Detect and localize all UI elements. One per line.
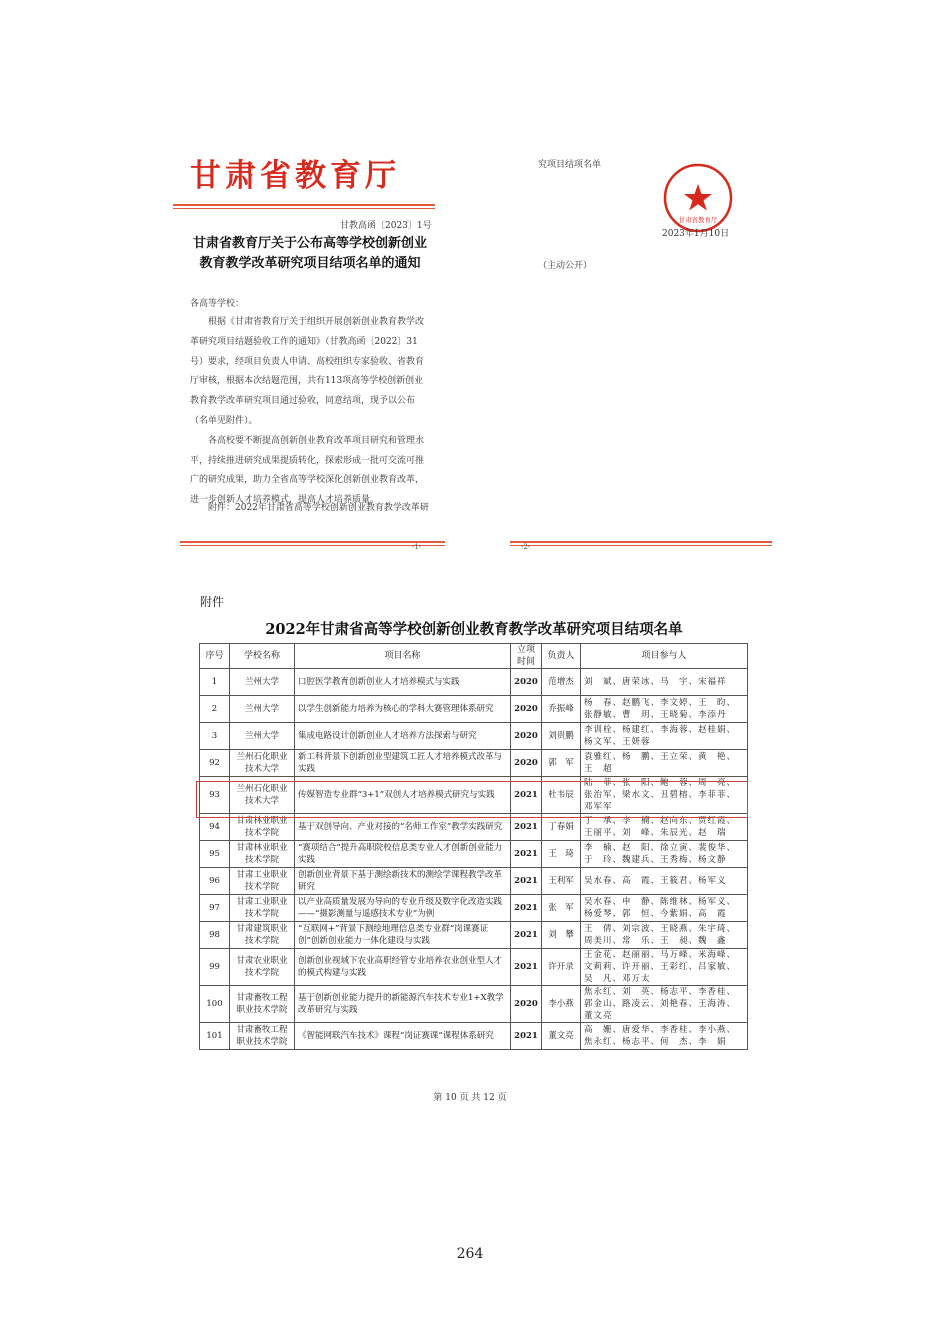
cell-school: 甘肃工业职业技术学院 <box>230 868 295 895</box>
addressee: 各高等学校： <box>190 299 245 309</box>
cell-leader: 范增杰 <box>542 669 581 696</box>
cell-year: 2021 <box>511 868 542 895</box>
seal-text: 甘肃省教育厅 <box>678 216 718 224</box>
cell-members: 吴水春、高 霞、王筱君、杨军义 <box>581 868 748 895</box>
cell-project: 新工科背景下创新创业型建筑工匠人才培养模式改革与实践 <box>295 750 511 777</box>
cell-school: 兰州大学 <box>230 723 295 750</box>
header-school: 学校名称 <box>230 644 295 669</box>
header-year-line1: 立项 <box>516 645 535 655</box>
notice-body <box>190 313 426 511</box>
cell-no: 101 <box>200 1023 230 1050</box>
cell-no: 3 <box>200 723 230 750</box>
cell-project: 传媒智造专业群“3+1”双创人才培养模式研究与实践 <box>295 777 511 814</box>
page-mark-right: -2- <box>521 543 531 551</box>
cell-year: 2021 <box>511 949 542 986</box>
cell-no: 96 <box>200 868 230 895</box>
cell-members: 袁雅红、杨 鹏、王立荣、黄 艳、王 超 <box>581 750 748 777</box>
cell-no: 98 <box>200 922 230 949</box>
cell-members: 刘 斌、唐荣冰、马 宇、宋福祥 <box>581 669 748 696</box>
document-number: 甘教高函〔2023〕1号 <box>340 221 432 231</box>
disclosure-note: （主动公开） <box>538 261 593 271</box>
cell-leader: 张 军 <box>542 895 581 922</box>
cell-no: 92 <box>200 750 230 777</box>
cell-year: 2021 <box>511 814 542 841</box>
cell-year: 2021 <box>511 1023 542 1050</box>
cell-leader: 李小燕 <box>542 986 581 1023</box>
cell-no: 94 <box>200 814 230 841</box>
notice-paragraph-1: 根据《甘肃省教育厅关于组织开展创新创业教育教学改革研究项目结题验收工作的通知》（甘教高函〔2022〕31号）要求，经项目负责人申请、高校组织专家验收、省教育厅审核，根据本次结题范围，共有113项高等学校创新创业教育教学改革研究项目通过验收，同意结项，现予以公布（名单见附件）。 <box>190 317 425 426</box>
table-row <box>200 841 748 868</box>
cell-no: 99 <box>200 949 230 986</box>
cell-project: 基于创新创业能力提升的新能源汽车技术专业1+X教学改革研究与实践 <box>295 986 511 1023</box>
cell-leader: 董文亮 <box>542 1023 581 1050</box>
cell-project: “赛项结合”提升高职院校信息类专业人才创新创业能力实践 <box>295 841 511 868</box>
cell-members: 李 楠、赵 阳、徐立寅、裴俊华、于 玲、魏建兵、王秀梅、杨文静 <box>581 841 748 868</box>
project-table <box>199 643 748 1050</box>
cell-year: 2020 <box>511 750 542 777</box>
cell-year: 2021 <box>511 922 542 949</box>
cell-leader: 郭 军 <box>542 750 581 777</box>
table-row <box>200 723 748 750</box>
cell-leader: 丁春娟 <box>542 814 581 841</box>
cell-leader: 王 琦 <box>542 841 581 868</box>
cell-project: 创新创业视域下农业高职经管专业培养农业创业型人才的模式构建与实践 <box>295 949 511 986</box>
table-row <box>200 696 748 723</box>
table-row <box>200 868 748 895</box>
cell-leader: 刘贵鹏 <box>542 723 581 750</box>
cell-members: 高 姗、唐爱华、李香桂、李小燕、焦永红、杨志平、何 杰、李 娟 <box>581 1023 748 1050</box>
cell-no: 93 <box>200 777 230 814</box>
official-seal <box>662 162 734 234</box>
notice-title-line1: 甘肃省教育厅关于公布高等学校创新创业 <box>192 236 427 251</box>
cell-no: 2 <box>200 696 230 723</box>
page-number: 264 <box>456 1246 484 1262</box>
notice-title <box>178 234 442 274</box>
cell-school: 甘肃林业职业技术学院 <box>230 841 295 868</box>
sign-date: 2023年1月10日 <box>662 229 730 239</box>
cell-year: 2021 <box>511 841 542 868</box>
table-body <box>200 669 748 1050</box>
table-header-row <box>200 644 748 669</box>
cell-members: 王 倩、刘宗波、王晓燕、朱宇琦、周美川、常 乐、王 昶、魏 鑫 <box>581 922 748 949</box>
cell-project: 口腔医学教育创新创业人才培养模式与实践 <box>295 669 511 696</box>
table-row <box>200 750 748 777</box>
attachment-label: 附件 <box>200 595 225 609</box>
cell-project: 基于双创导向、产业对接的“名师工作室”教学实践研究 <box>295 814 511 841</box>
table-row <box>200 1023 748 1050</box>
footer-rule-right-thin <box>510 545 772 546</box>
header-members: 项目参与人 <box>581 644 748 669</box>
cell-year: 2021 <box>511 895 542 922</box>
header-leader: 负责人 <box>542 644 581 669</box>
agency-header: 甘肃省教育厅 <box>190 158 400 194</box>
cell-school: 甘肃工业职业技术学院 <box>230 895 295 922</box>
cell-no: 1 <box>200 669 230 696</box>
cell-school: 甘肃农业职业技术学院 <box>230 949 295 986</box>
footer-rule-left <box>180 541 445 543</box>
cell-year: 2020 <box>511 986 542 1023</box>
notice-title-line2: 教育教学改革研究项目结项名单的通知 <box>199 256 421 271</box>
cell-members: 王金花、赵丽丽、马万峰、米海峰、文莉莉、许开丽、王彩红、吕家敏、吴 凡、邓万太 <box>581 949 748 986</box>
table-row <box>200 669 748 696</box>
cell-members: 陆 菲、张 阳、鲍 蓉、周 亮、张治军、梁水文、丑碧榕、李菲菲、邓军军 <box>581 777 748 814</box>
cell-leader: 许开录 <box>542 949 581 986</box>
cell-school: 兰州石化职业技术大学 <box>230 750 295 777</box>
footer-rule-right <box>510 541 772 543</box>
cell-no: 95 <box>200 841 230 868</box>
cell-members: 焦永红、刘 英、杨志平、李香桂、郭金山、路凌云、刘艳春、王海涛、董文亮 <box>581 986 748 1023</box>
cell-school: 兰州大学 <box>230 669 295 696</box>
header-year-line2: 时间 <box>516 657 535 667</box>
cell-school: 甘肃畜牧工程职业技术学院 <box>230 1023 295 1050</box>
table-row <box>200 949 748 986</box>
page-mark-left: -1- <box>412 543 422 551</box>
cell-members: 吴水春、申 静、陈维林、杨军义、杨爱琴、郭 恒、今紫娟、高 霞 <box>581 895 748 922</box>
cell-members: 丁 承、李 楠、赵向东、贾红霞、王丽平、刘 峰、朱辰光、赵 瑞 <box>581 814 748 841</box>
cell-school: 兰州大学 <box>230 696 295 723</box>
table-row <box>200 895 748 922</box>
cell-members: 李训栓、杨建红、李海蓉、赵桂娟、杨文军、王妍蓉 <box>581 723 748 750</box>
header-project: 项目名称 <box>295 644 511 669</box>
attachment-note-continuation: 究项目结项名单 <box>538 160 602 170</box>
cell-project: 以学生创新能力培养为核心的学科大赛管理体系研究 <box>295 696 511 723</box>
header-rule <box>173 204 435 206</box>
cell-school: 甘肃畜牧工程职业技术学院 <box>230 986 295 1023</box>
cell-no: 97 <box>200 895 230 922</box>
header-year <box>511 644 542 669</box>
cell-leader: 王利军 <box>542 868 581 895</box>
cell-year: 2020 <box>511 669 542 696</box>
cell-project: 创新创业背景下基于测绘新技术的测绘学课程教学改革研究 <box>295 868 511 895</box>
cell-leader: 刘 攀 <box>542 922 581 949</box>
header-no: 序号 <box>200 644 230 669</box>
table-row <box>200 986 748 1023</box>
table-row <box>200 922 748 949</box>
table-title: 2022年甘肃省高等学校创新创业教育教学改革研究项目结项名单 <box>265 621 683 638</box>
cell-year: 2020 <box>511 696 542 723</box>
attachment-note: 附件：2022年甘肃省高等学校创新创业教育教学改革研 <box>208 503 429 513</box>
cell-school: 甘肃建筑职业技术学院 <box>230 922 295 949</box>
table-page-footer: 第 10 页 共 12 页 <box>433 1093 507 1103</box>
cell-school: 甘肃林业职业技术学院 <box>230 814 295 841</box>
cell-members: 杨 春、赵鹏飞、李文婷、王 昀、张静敏、曹 玥、王晓菊、李添丹 <box>581 696 748 723</box>
cell-school: 兰州石化职业技术大学 <box>230 777 295 814</box>
cell-no: 100 <box>200 986 230 1023</box>
notice-paragraph-2: 各高校要不断提高创新创业教育改革项目研究和管理水平，持续推进研究成果提质转化，探索形成一批可交流可推广的研究成果，助力全省高等学校深化创新创业教育改革，进一步创新人才培养模式，提高人才培养质量。 <box>190 435 425 506</box>
cell-year: 2020 <box>511 723 542 750</box>
cell-project: 《智能网联汽车技术》课程“岗证赛课”课程体系研究 <box>295 1023 511 1050</box>
cell-project: “互联网+”背景下测绘地理信息类专业群“岗课赛证创”创新创业能力一体化建设与实践 <box>295 922 511 949</box>
cell-leader: 乔振峰 <box>542 696 581 723</box>
highlight-box <box>196 781 748 818</box>
cell-leader: 杜韦辰 <box>542 777 581 814</box>
cell-project: 以产业高质量发展为导向的专业升级及数字化改造实践——“摄影测量与遥感技术专业”为例 <box>295 895 511 922</box>
footer-rule-left-thin <box>180 545 445 546</box>
cell-project: 集成电路设计创新创业人才培养方法探索与研究 <box>295 723 511 750</box>
cell-year: 2021 <box>511 777 542 814</box>
header-rule-thin <box>173 208 435 209</box>
